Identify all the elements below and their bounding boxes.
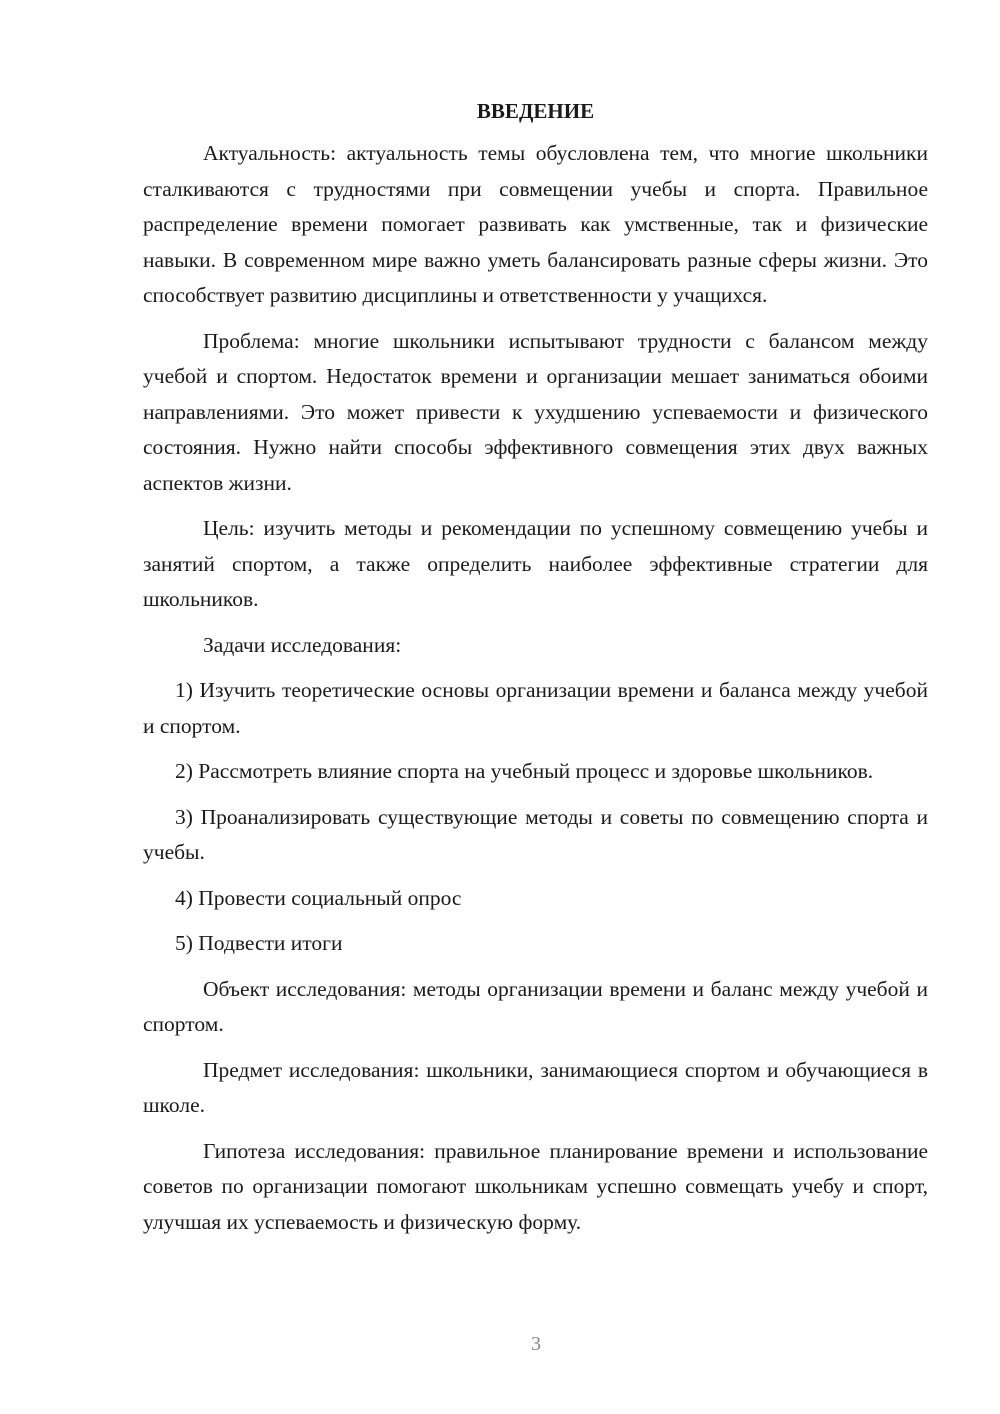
paragraph-goal: Цель: изучить методы и рекомендации по успешному совмещению учебы и занятий спортом, а также определить наиболее эффективные стратегии для школьников. <box>143 516 928 611</box>
paragraph-hypothesis: Гипотеза исследования: правильное планирование времени и использование советов по организации помогают школьникам успешно совмещать учебу и спорт, улучшая их успеваемость и физическую форму. <box>143 1138 928 1234</box>
task-item-3: 3) Проанализировать существующие методы и советы по совмещению спорта и учебы. <box>143 804 928 864</box>
document-title: ВВЕДЕНИЕ <box>476 99 595 123</box>
paragraph-relevance: Актуальность: актуальность темы обусловлена тем, что многие школьники сталкиваются с трудностями при совмещении учебы и спорта. Правильное распределение времени помогает развивать как умственные, так и физические навыки. В современном мире важно уметь балансировать разные сферы жизни. Это способствует развитию дисциплины и ответственности у учащихся. <box>143 141 928 307</box>
paragraph-problem: Проблема: многие школьники испытывают трудности с балансом между учебой и спортом. Недостаток времени и организации мешает заниматься обоими направлениями. Это может привести к ухудшению успеваемости и физического состояния. Нужно найти способы эффективного совмещения этих двух важных аспектов жизни. <box>143 328 928 495</box>
paragraph-subject: Предмет исследования: школьники, занимающиеся спортом и обучающиеся в школе. <box>143 1057 928 1117</box>
task-item-4: 4) Провести социальный опрос <box>175 885 462 910</box>
document-page <box>143 96 928 1250</box>
paragraph-object: Объект исследования: методы организации времени и баланс между учебой и спортом. <box>143 976 928 1036</box>
task-item-2: 2) Рассмотреть влияние спорта на учебный процесс и здоровье школьников. <box>175 759 874 783</box>
task-item-1: 1) Изучить теоретические основы организации времени и баланса между учебой и спортом. <box>143 678 928 738</box>
paragraph-tasks-heading: Задачи исследования: <box>203 632 402 657</box>
task-item-5: 5) Подвести итоги <box>175 931 343 955</box>
page-number: 3 <box>531 1333 541 1355</box>
